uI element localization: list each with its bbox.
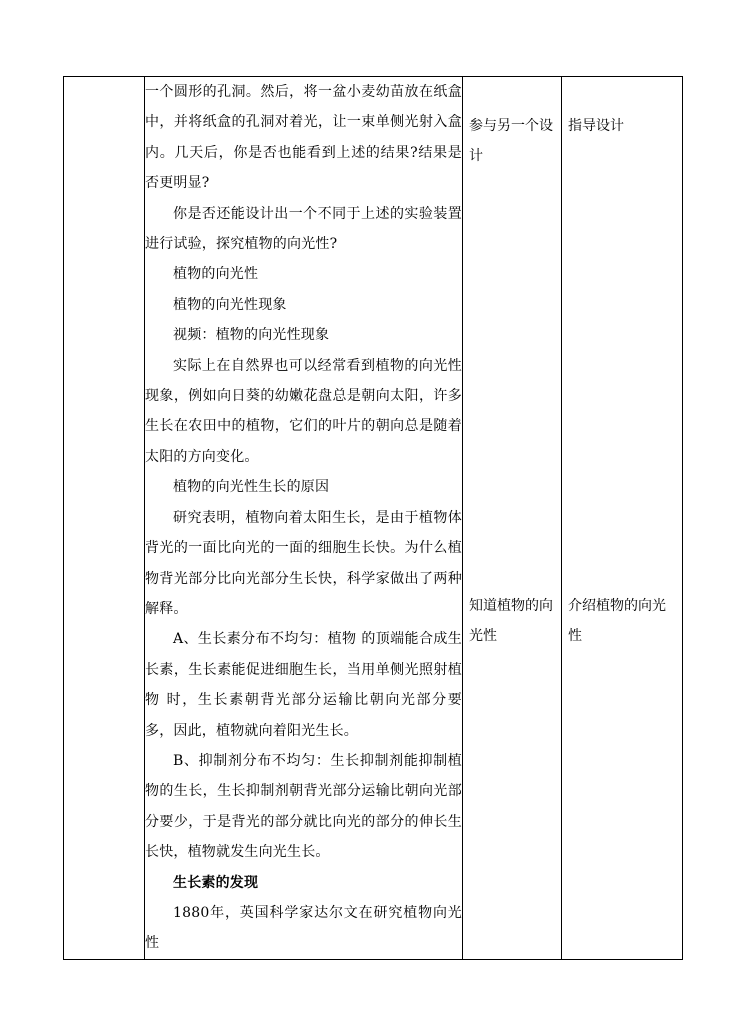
student-activity-2: 知道植物的向光性: [469, 598, 553, 645]
content-paragraph: 视频：植物的向光性现象: [173, 327, 330, 344]
content-paragraph: 植物的向光性现象: [173, 296, 287, 313]
teacher-intent-2: 介绍植物的向光性: [568, 598, 666, 645]
content-paragraph: 实际上在自然界也可以经常看到植物的向光性现象，例如向日葵的幼嫩花盘总是朝向太阳，许多生长在农田中的植物，它们的叶片的朝向总是随着太阳的方向变化。: [145, 357, 462, 465]
content-paragraph: 你是否还能设计出一个不同于上述的实验装置进行试验，探究植物的向光性?: [145, 205, 462, 253]
content-paragraph: 植物的向光性: [173, 266, 259, 283]
student-activity-cell: [463, 77, 562, 960]
content-paragraph: A、生长素分布不均匀：植物 的顶端能合成生长素，生长素能促进细胞生长，当用单侧光照射植物 时，生长素朝背光部分运输比朝向光部分要多，因此，植物就向着阳光生长。: [145, 631, 462, 739]
lesson-table: [63, 76, 683, 960]
teacher-intent-1: 指导设计: [568, 118, 624, 134]
content-paragraph: 一个圆形的孔洞。然后，将一盆小麦幼苗放在纸盒中，并将纸盒的孔洞对着光，让一束单侧光射入盒内。几天后，你是否也能看到上述的结果?结果是否更明显?: [145, 84, 462, 192]
empty-label-cell: [64, 77, 145, 960]
content-paragraph: 研究表明，植物向着太阳生长，是由于植物体背光的一面比向光的一面的细胞生长快。为什么植物背光部分比向光部分生长快，科学家做出了两种解释。: [145, 509, 462, 617]
table-row: [64, 77, 683, 960]
teaching-content-cell: [145, 77, 463, 960]
content-paragraph: 植物的向光性生长的原因: [173, 479, 330, 496]
content-paragraph: B、抑制剂分布不均匀：生长抑制剂能抑制植物的生长，生长抑制剂朝背光部分运输比朝向光部分要少，于是背光的部分就比向光的部分的伸长生长快，植物就发生向光生长。: [145, 752, 462, 861]
teaching-content: [145, 77, 462, 959]
content-paragraph: 生长素的发现: [173, 874, 259, 891]
content-paragraph: 1880年，英国科学家达尔文在研究植物向光性: [145, 904, 462, 952]
student-activity-1: 参与另一个设计: [469, 118, 553, 165]
teacher-intent-cell: [562, 77, 683, 960]
